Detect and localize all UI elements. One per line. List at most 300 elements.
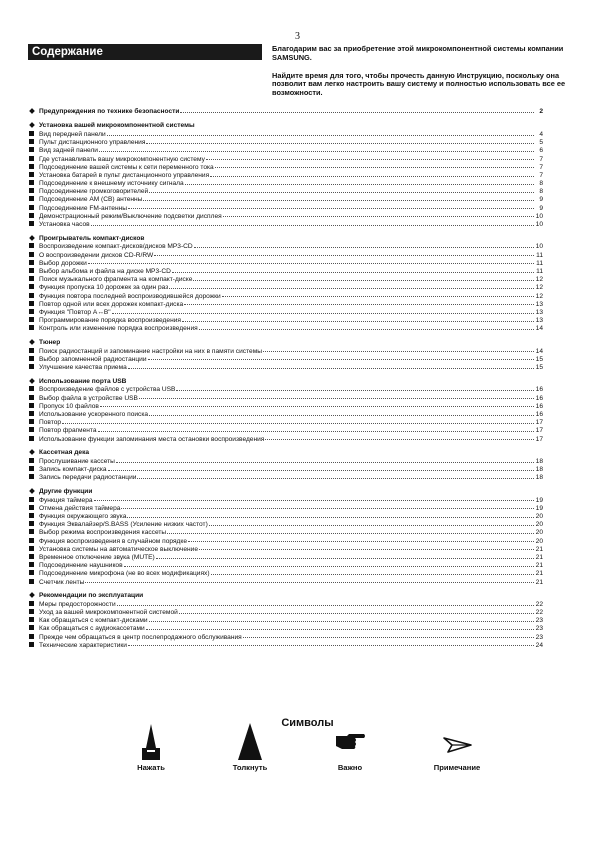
toc-page-number: 8 <box>539 180 543 188</box>
page-number: 3 <box>295 31 300 42</box>
toc-entry <box>28 275 543 283</box>
toc-entry <box>28 187 543 195</box>
toc-section <box>28 377 543 443</box>
square-bullet-icon <box>28 569 39 577</box>
toc-leader-dots <box>184 304 534 305</box>
square-bullet-icon <box>28 179 39 187</box>
toc-entry-label: Меры предосторожности <box>39 600 116 608</box>
toc-leader-dots <box>182 321 534 322</box>
toc-entry <box>28 162 543 170</box>
toc-leader-dots <box>149 621 534 622</box>
toc-heading <box>28 448 543 456</box>
toc-leader-dots <box>117 605 534 606</box>
square-bullet-icon <box>28 426 39 434</box>
toc-leader-dots <box>206 159 534 160</box>
square-bullet-icon <box>28 275 39 283</box>
toc-leader-dots <box>222 296 534 297</box>
toc-entry <box>28 129 543 137</box>
toc-entry-label: Прежде чем обращаться в центр послепродажного обслуживания <box>39 633 242 641</box>
square-bullet-icon <box>28 250 39 258</box>
square-bullet-icon <box>28 434 39 442</box>
square-bullet-icon <box>28 129 39 137</box>
toc-heading <box>28 487 543 495</box>
symbol-important-label: Важно <box>337 763 363 772</box>
toc-page-number: 11 <box>536 259 543 267</box>
toc-entry <box>28 561 543 569</box>
diamond-bullet-icon <box>28 448 39 456</box>
toc-page-number: 18 <box>535 474 543 482</box>
square-bullet-icon <box>28 170 39 178</box>
toc-leader-dots <box>156 558 534 559</box>
toc-entry-label: Поиск музыкального фрагмента на компакт-диске <box>39 276 193 284</box>
toc-entry-label: Тюнер <box>39 338 61 346</box>
toc-leader-dots <box>143 200 534 201</box>
toc-leader-dots <box>172 272 534 273</box>
toc-leader-dots <box>154 255 534 256</box>
toc-entry-label: Установка системы на автоматическое выключение <box>39 545 198 553</box>
square-bullet-icon <box>28 418 39 426</box>
square-bullet-icon <box>28 291 39 299</box>
toc-leader-dots <box>128 208 534 209</box>
square-bullet-icon <box>28 146 39 154</box>
toc-entry-label: Запись компакт-диска <box>39 466 107 474</box>
toc-entry <box>28 511 543 519</box>
toc-leader-dots <box>62 423 534 424</box>
diamond-bullet-icon <box>28 121 39 129</box>
toc-page-number: 22 <box>535 609 543 617</box>
toc-entry <box>28 599 543 607</box>
toc-entry <box>28 258 543 266</box>
intro-paragraph-thanks: Благодарим вас за приобретение этой микрокомпонентной системы компании SAMSUNG. <box>272 44 564 62</box>
toc-entry-label: Пульт дистанционного управления <box>39 139 146 147</box>
toc-heading <box>28 377 543 385</box>
toc-entry-label: Выбор файла в устройстве USB <box>39 394 138 402</box>
toc-entry <box>28 552 543 560</box>
square-bullet-icon <box>28 495 39 503</box>
square-bullet-icon <box>28 324 39 332</box>
square-bullet-icon <box>28 552 39 560</box>
toc-entry <box>28 465 543 473</box>
toc-leader-dots <box>121 508 534 509</box>
intro-paragraph-read: Найдите время для того, чтобы прочесть данную Инструкцию, поскольку она позволит вам легко настроить вашу систему и полностью использовать все ее возможности. <box>272 70 566 98</box>
toc-entry-label: Выбор режима воспроизведения кассеты <box>39 529 167 537</box>
square-bullet-icon <box>28 219 39 227</box>
toc-entry-label: Подсоединение наушников <box>39 562 123 570</box>
toc-entry-label: Функция воспроизведения в случайном порядке <box>39 537 188 545</box>
table-of-contents <box>28 107 543 654</box>
toc-entry-label: Вид задней панели <box>39 147 98 155</box>
diamond-bullet-icon <box>28 107 39 115</box>
toc-leader-dots <box>128 368 534 369</box>
toc-leader-dots <box>85 582 534 583</box>
toc-entry <box>28 409 543 417</box>
square-bullet-icon <box>28 640 39 648</box>
toc-entry-label: Воспроизведение компакт-дисков/дисков MP3-CD <box>39 243 193 251</box>
toc-entry <box>28 324 543 332</box>
toc-entry-label: Демонстрационный режим/Выключение подсветки дисплея <box>39 212 222 220</box>
square-bullet-icon <box>28 503 39 511</box>
toc-entry <box>28 195 543 203</box>
toc-leader-dots <box>116 462 534 463</box>
toc-leader-dots <box>94 500 534 501</box>
square-bullet-icon <box>28 393 39 401</box>
toc-page-number: 18 <box>535 457 543 465</box>
toc-page-number: 21 <box>535 553 543 561</box>
toc-entry <box>28 536 543 544</box>
toc-leader-dots <box>194 247 534 248</box>
toc-entry <box>28 170 543 178</box>
toc-entry-label: Установка часов <box>39 221 90 229</box>
toc-page-number: 7 <box>539 163 543 171</box>
toc-entry-label: Вид передней панели <box>39 130 106 138</box>
toc-entry-label: Отмена действия таймера <box>39 504 121 512</box>
toc-leader-dots <box>169 288 534 289</box>
toc-entry-label: Повтор <box>39 419 62 427</box>
square-bullet-icon <box>28 162 39 170</box>
toc-leader-dots <box>223 216 534 217</box>
toc-page-number: 7 <box>539 155 543 163</box>
toc-page-number: 13 <box>535 300 543 308</box>
toc-leader-dots <box>98 431 535 432</box>
toc-entry-label: Запись передачи радиостанции <box>39 474 137 482</box>
toc-entry-label: Программирование порядка воспроизведения <box>39 317 181 325</box>
toc-page-number: 13 <box>535 317 543 325</box>
symbols-title: Символы <box>281 717 334 729</box>
toc-page-number: 21 <box>535 578 543 586</box>
toc-leader-dots <box>215 167 534 168</box>
square-bullet-icon <box>28 536 39 544</box>
toc-entry <box>28 138 543 146</box>
toc-leader-dots <box>263 351 534 352</box>
toc-entry-label: Как обращаться с аудиокассетами <box>39 625 145 633</box>
toc-entry-label: Контроль или изменение порядка воспроизведения <box>39 325 198 333</box>
symbol-press <box>106 722 196 772</box>
toc-entry-label: Функция окружающего звука <box>39 513 127 521</box>
toc-leader-dots <box>199 329 534 330</box>
toc-leader-dots <box>210 176 534 177</box>
toc-page-number: 9 <box>539 204 543 212</box>
toc-page-number: 15 <box>535 364 543 372</box>
toc-entry-label: Функция "Повтор A↔B" <box>39 308 111 316</box>
toc-entry <box>28 456 543 464</box>
toc-entry <box>28 299 543 307</box>
intro-text <box>272 45 572 98</box>
toc-heading <box>28 121 543 129</box>
toc-page-number: 23 <box>535 633 543 641</box>
toc-entry <box>28 146 543 154</box>
toc-page-number: 23 <box>535 625 543 633</box>
toc-page-number: 10 <box>535 243 543 251</box>
push-triangle-icon <box>235 722 265 762</box>
toc-leader-dots <box>243 637 534 638</box>
toc-leader-dots <box>88 263 534 264</box>
toc-page-number: 10 <box>535 221 543 229</box>
toc-leader-dots <box>139 398 534 399</box>
toc-entry-label: Где устанавливать вашу микрокомпонентную систему <box>39 155 205 163</box>
square-bullet-icon <box>28 599 39 607</box>
toc-entry <box>28 520 543 528</box>
toc-page-number: 2 <box>539 108 543 116</box>
toc-section <box>28 234 543 332</box>
toc-entry-label: Поиск радиостанций и запоминание настройки на них в памяти системы <box>39 347 262 355</box>
toc-entry-label: Выбор запомненной радиостанции <box>39 355 147 363</box>
toc-leader-dots <box>179 613 534 614</box>
toc-page-number: 15 <box>535 355 543 363</box>
toc-page-number: 20 <box>535 529 543 537</box>
square-bullet-icon <box>28 307 39 315</box>
toc-section <box>28 487 543 585</box>
toc-entry <box>28 495 543 503</box>
square-bullet-icon <box>28 362 39 370</box>
toc-entry <box>28 577 543 585</box>
toc-entry <box>28 385 543 393</box>
toc-page-number: 17 <box>535 435 543 443</box>
toc-page-number: 21 <box>535 562 543 570</box>
square-bullet-icon <box>28 242 39 250</box>
note-paper-plane-icon <box>440 722 474 762</box>
toc-page-number: 17 <box>535 427 543 435</box>
square-bullet-icon <box>28 616 39 624</box>
toc-section <box>28 591 543 648</box>
square-bullet-icon <box>28 632 39 640</box>
toc-leader-dots <box>100 406 534 407</box>
toc-entry-label: Выбор дорожки <box>39 259 87 267</box>
toc-entry-label: О воспроизведении дисков CD-R/RW <box>39 251 154 259</box>
toc-section <box>28 448 543 481</box>
toc-entry-label: Повтор одной или всех дорожек компакт-диска <box>39 300 184 308</box>
toc-entry-label: Установка батарей в пульт дистанционного управления <box>39 171 210 179</box>
toc-page-number: 12 <box>535 276 543 284</box>
toc-page-number: 14 <box>535 347 543 355</box>
symbol-push <box>205 722 295 772</box>
toc-entry <box>28 179 543 187</box>
toc-page-number: 12 <box>535 284 543 292</box>
toc-page-number: 12 <box>535 292 543 300</box>
square-bullet-icon <box>28 266 39 274</box>
toc-leader-dots <box>265 439 534 440</box>
symbol-note-label: Примечание <box>433 763 481 772</box>
toc-entry-label: Пропуск 10 файлов <box>39 402 99 410</box>
toc-entry <box>28 632 543 640</box>
toc-page-number: 16 <box>535 402 543 410</box>
toc-entry-label: Функция пропуска 10 дорожек за один раз <box>39 284 169 292</box>
toc-entry-label: Функция Эквалайзер/S.BASS (Усиление низких частот) <box>39 521 208 529</box>
square-bullet-icon <box>28 528 39 536</box>
square-bullet-icon <box>28 511 39 519</box>
square-bullet-icon <box>28 409 39 417</box>
toc-entry <box>28 503 543 511</box>
toc-entry <box>28 291 543 299</box>
square-bullet-icon <box>28 354 39 362</box>
pointing-hand-icon <box>333 722 367 762</box>
toc-leader-dots <box>149 415 534 416</box>
toc-page-number: 5 <box>539 139 543 147</box>
toc-page-number: 19 <box>535 496 543 504</box>
toc-page-number: 16 <box>535 386 543 394</box>
toc-leader-dots <box>180 112 534 113</box>
toc-entry <box>28 434 543 442</box>
toc-page-number: 20 <box>535 521 543 529</box>
toc-entry-label: Счетчик ленты <box>39 578 85 586</box>
toc-entry-label: Подсоединение к внешнему источнику сигнала <box>39 180 184 188</box>
toc-entry-label: Предупреждения по технике безопасности <box>39 108 180 116</box>
symbol-press-label: Нажать <box>137 763 165 772</box>
toc-page-number: 21 <box>535 545 543 553</box>
contents-title: Содержание <box>28 44 262 60</box>
toc-entry-label: Использование ускоренного поиска <box>39 410 149 418</box>
square-bullet-icon <box>28 346 39 354</box>
toc-page-number: 7 <box>539 171 543 179</box>
toc-entry-label: Воспроизведение файлов с устройства USB <box>39 386 176 394</box>
square-bullet-icon <box>28 195 39 203</box>
toc-entry-label: Подсоединение громкоговорителей <box>39 188 149 196</box>
toc-page-number: 20 <box>535 513 543 521</box>
toc-page-number: 10 <box>535 212 543 220</box>
symbol-note <box>412 722 502 772</box>
square-bullet-icon <box>28 258 39 266</box>
square-bullet-icon <box>28 401 39 409</box>
toc-leader-dots <box>146 143 534 144</box>
toc-entry-label: Подсоединение FM-антенны <box>39 204 127 212</box>
toc-page-number: 14 <box>535 325 543 333</box>
toc-entry-label: Рекомендации по эксплуатации <box>39 592 144 600</box>
toc-page-number: 17 <box>535 419 543 427</box>
square-bullet-icon <box>28 154 39 162</box>
symbol-important <box>305 722 395 772</box>
toc-leader-dots <box>188 541 534 542</box>
toc-entry-label: Функция таймера <box>39 496 93 504</box>
toc-leader-dots <box>128 645 534 646</box>
toc-entry-label: Прослушивание кассеты <box>39 457 115 465</box>
toc-leader-dots <box>176 390 534 391</box>
toc-heading <box>28 107 543 115</box>
toc-heading <box>28 234 543 242</box>
square-bullet-icon <box>28 465 39 473</box>
toc-entry <box>28 203 543 211</box>
toc-leader-dots <box>112 313 534 314</box>
toc-page-number: 4 <box>539 130 543 138</box>
square-bullet-icon <box>28 187 39 195</box>
square-bullet-icon <box>28 299 39 307</box>
toc-page-number: 16 <box>535 410 543 418</box>
toc-page-number: 22 <box>535 600 543 608</box>
toc-page-number: 19 <box>535 504 543 512</box>
toc-entry-label: Улучшение качества приема <box>39 364 127 372</box>
toc-entry-label: Временное отключение звука (MUTE) <box>39 553 155 561</box>
toc-entry <box>28 401 543 409</box>
toc-entry <box>28 569 543 577</box>
square-bullet-icon <box>28 624 39 632</box>
toc-page-number: 21 <box>535 570 543 578</box>
toc-page-number: 18 <box>535 466 543 474</box>
square-bullet-icon <box>28 473 39 481</box>
square-bullet-icon <box>28 283 39 291</box>
toc-heading <box>28 338 543 346</box>
toc-leader-dots <box>211 574 534 575</box>
square-bullet-icon <box>28 203 39 211</box>
square-bullet-icon <box>28 608 39 616</box>
toc-entry <box>28 362 543 370</box>
toc-entry-label: Использование функции запоминания места остановки воспроизведения <box>39 435 265 443</box>
toc-entry <box>28 418 543 426</box>
toc-entry-label: Другие функции <box>39 487 93 495</box>
toc-page-number: 16 <box>535 394 543 402</box>
toc-entry-label: Кассетная дека <box>39 449 90 457</box>
toc-section <box>28 338 543 371</box>
toc-entry <box>28 211 543 219</box>
toc-leader-dots <box>108 470 534 471</box>
toc-page-number: 20 <box>535 537 543 545</box>
toc-entry <box>28 346 543 354</box>
toc-entry <box>28 250 543 258</box>
toc-leader-dots <box>199 549 534 550</box>
square-bullet-icon <box>28 520 39 528</box>
toc-leader-dots <box>209 525 534 526</box>
toc-leader-dots <box>99 151 534 152</box>
toc-page-number: 13 <box>535 308 543 316</box>
toc-page-number: 6 <box>539 147 543 155</box>
toc-entry <box>28 640 543 648</box>
toc-entry-label: Проигрыватель компакт-дисков <box>39 234 145 242</box>
toc-leader-dots <box>107 135 534 136</box>
diamond-bullet-icon <box>28 591 39 599</box>
square-bullet-icon <box>28 316 39 324</box>
toc-page-number: 8 <box>539 188 543 196</box>
toc-entry-label: Технические характеристики <box>39 641 127 649</box>
square-bullet-icon <box>28 561 39 569</box>
toc-entry <box>28 354 543 362</box>
toc-page-number: 11 <box>536 267 543 275</box>
toc-entry <box>28 307 543 315</box>
square-bullet-icon <box>28 138 39 146</box>
toc-entry <box>28 528 543 536</box>
toc-entry-label: Уход за вашей микрокомпонентной системой <box>39 609 178 617</box>
diamond-bullet-icon <box>28 234 39 242</box>
toc-leader-dots <box>124 566 534 567</box>
toc-entry-label: Выбор альбома и файла на диске MP3-CD <box>39 267 171 275</box>
square-bullet-icon <box>28 577 39 585</box>
toc-entry <box>28 393 543 401</box>
toc-leader-dots <box>137 478 534 479</box>
toc-leader-dots <box>127 517 534 518</box>
toc-page-number: 9 <box>539 196 543 204</box>
square-bullet-icon <box>28 211 39 219</box>
toc-entry <box>28 266 543 274</box>
toc-leader-dots <box>146 629 534 630</box>
toc-entry <box>28 608 543 616</box>
toc-leader-dots <box>91 225 534 226</box>
toc-leader-dots <box>148 359 534 360</box>
press-arrow-icon <box>136 722 166 762</box>
toc-entry-label: Повтор фрагмента <box>39 427 97 435</box>
toc-entry <box>28 316 543 324</box>
square-bullet-icon <box>28 544 39 552</box>
toc-entry <box>28 544 543 552</box>
toc-entry <box>28 616 543 624</box>
toc-entry-label: Как обращаться с компакт-дисками <box>39 617 148 625</box>
toc-entry-label: Подсоединение микрофона (не во всех модификациях) <box>39 570 210 578</box>
toc-leader-dots <box>193 280 534 281</box>
toc-entry <box>28 473 543 481</box>
toc-leader-dots <box>149 192 534 193</box>
toc-entry <box>28 624 543 632</box>
toc-entry-label: Использование порта USB <box>39 377 127 385</box>
toc-entry-label: Функция повтора последней воспроизводившейся дорожки <box>39 292 221 300</box>
toc-entry-label: Подсоединение АМ (СВ) антенны <box>39 196 143 204</box>
toc-entry <box>28 154 543 162</box>
toc-page-number: 23 <box>535 617 543 625</box>
toc-heading <box>28 591 543 599</box>
